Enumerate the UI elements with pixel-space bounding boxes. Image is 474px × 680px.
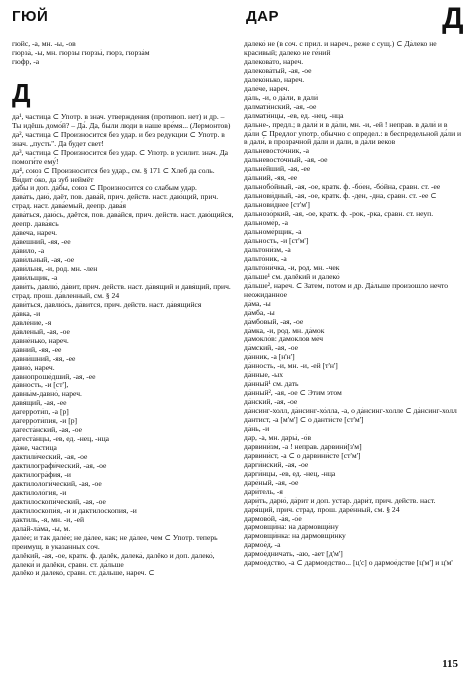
dictionary-entry: дальне-, предл.; в дали́ и в да́ли, мн. -и, -ей ! неправ. в дали́ и в да́ли ⊂ Предлог употр. обычно с определ.: в беспредельной да́ли и в дали́, в прозрачной да́ли и дали, в да́ли веков — [244, 120, 462, 147]
dictionary-entry: дантист, -а [м'м'] ⊂ о данти́сте [ст'м'] — [244, 416, 364, 425]
dictionary-entry: дагерроти́пия, -и [р] — [12, 417, 78, 426]
dictionary-entry: дальноме́р, -а — [244, 219, 288, 228]
dictionary-entry: дактилоло́гия, -и — [12, 488, 67, 497]
dictionary-entry: дармое́дство, -а ⊂ дармоедство... [ц'с] о дармое́дстве [ц'м'] и ц'м' — [244, 559, 453, 568]
dictionary-entry: дамокло́в: дамоклов ме́ч — [244, 335, 324, 344]
dictionary-entry: да́вний, -яя, -ее — [12, 345, 62, 354]
dictionary-entry: дальто́ни́чка, -и, род. мн. -чек — [244, 263, 340, 272]
dictionary-entry: да́веча, нареч. — [12, 229, 58, 238]
dictionary-entry: дармово́й, -а́я, -о́е — [244, 514, 302, 523]
dictionary-entry: далекова́то, нареч. — [244, 57, 304, 66]
dictionary-entry: давле́ние, -я — [12, 318, 52, 327]
dictionary-entry: давя́щий, -ая, -ее — [12, 399, 67, 408]
dictionary-entry: дала́й-ла́ма, -ы, м. — [12, 524, 71, 533]
dictionary-entry: да́нный², -ая, -ое ⊂ Этим этом — [244, 389, 342, 398]
dictionary-entry: да́вка, -и — [12, 309, 41, 318]
dictionary-entry: дальнозо́ркий, -ая, -ое, кратк. ф. -рок, -рка, сравн. ст. неуп. — [244, 210, 434, 219]
dictionary-entry: дальтони́зм, -а — [244, 245, 291, 254]
dictionary-entry: давнопроше́дший, -ая, -ее — [12, 372, 96, 381]
dictionary-entry: да́нсинг-холл, да́нсинг-хо́лла, -а, о да́нсинг-холле ⊂ да́нсинг-холл — [244, 407, 457, 416]
dictionary-entry: дави́ться, давлю́сь, да́вится, прич. действ. наст. да́вящийся — [12, 300, 202, 309]
dictionary-entry: да́бы и доп. да́бы, союз ⊂ Произносится со слабым удар. — [12, 184, 197, 193]
dictionary-entry: дава́ть, даю́, даёт, пов. дава́й, прич. действ. наст. даю́щий, прич. страд. наст. дава́емый, деепр. дава́я — [12, 193, 219, 211]
dictionary-entry: да́вность, -и [ст'], — [12, 381, 69, 390]
dictionary-entry: дальноме́рщик, -а — [244, 228, 302, 237]
dictionary-entry: дармое́д, -а — [244, 541, 281, 550]
dictionary-entry: да́мский, -ая, -ое — [244, 344, 299, 353]
dictionary-entry: дактилологи́ческий, -ая, -ое — [12, 479, 102, 488]
dictionary-entry: дактили́ческий, -ая, -ое — [12, 453, 88, 462]
dictionary-entry: дактилоскопи́я, -и и дактилоскопия, -и — [12, 506, 137, 515]
right-column — [244, 40, 464, 568]
dictionary-entry: да³, частица ⊂ Произносится без удар. ⊂ Употр. в усилит. знач. Да помоги́те ему́! — [12, 148, 229, 166]
dictionary-entry: дави́льня, -и, род. мн. -лен — [12, 265, 98, 274]
dictionary-entry: дармое́дничать, -аю, -ает [д'м'] — [244, 550, 343, 559]
dictionary-entry: дави́льный, -ая, -ое — [12, 256, 75, 265]
dictionary-entry: дарги́нский, -ая, -ое — [244, 460, 309, 469]
dictionary-entry: дари́тель, -я — [244, 487, 283, 496]
dictionary-entry: да¹, частица ⊂ Употр. в знач. утверждения (противоп. нет) и др. – Ты идёшь домо́й? – Да́. Да, были люди в наше вре́мя... (Лермонтов) — [12, 112, 231, 130]
dictionary-entry: да́ль, -и, о да́ли, в дали́ — [244, 93, 319, 102]
dictionary-entry: дари́ть, дарю́, да́рит и доп. устар. дари́т, прич. действ. наст. даря́щий, прич. страд. прош. даре́нный, см. § 24 — [244, 496, 436, 514]
dictionary-entry: давны́м-давно́, нареч. — [12, 390, 82, 399]
dictionary-entry: да́нность, -и, мн. -и, -ей [т'н'] — [244, 362, 338, 371]
dictionary-entry: да⁴, союз ⊂ Произносится без удар., см. § 171 ⊂ Хлеб да соль. Ви́дит о́ко, да зуб неймёт — [12, 166, 215, 184]
dictionary-entry: да́же, частица — [12, 444, 57, 453]
dictionary-entry: дальнобо́йный, -ая, -ое, кратк. ф. -бо́ен, -бо́йна, сравн. ст. -ее — [244, 183, 441, 192]
dictionary-entry: дави́ть, давлю́, да́вит, прич. действ. наст. да́вящий и давя́щий, прич. страд. прош. да́вленный, см. § 24 — [12, 282, 231, 300]
dictionary-entry: далмати́нский, -ая, -ое — [244, 102, 317, 111]
section-letter: Д — [12, 77, 31, 108]
dictionary-entry: дактилоскопи́ческий, -ая, -ое — [12, 497, 106, 506]
left-last-entry: далёко и далеко́, сравн. ст. да́льше, нареч. ⊂ — [12, 569, 155, 578]
dictionary-entry: дагерроти́п, -а [р] — [12, 408, 69, 417]
dictionary-entry: дармовщи́на: на дармовщи́ну — [244, 523, 339, 532]
dictionary-entry: гюрза́, -ы, мн. гюрзы гюрзы́, гюрз, гюрза́м — [12, 48, 150, 57]
right-main-entries — [244, 40, 464, 568]
dictionary-entry: да́нь, -и — [244, 424, 270, 433]
page-number: 115 — [442, 658, 458, 670]
left-main-entries — [12, 113, 234, 570]
dictionary-entry: да́ма, -ы — [244, 299, 271, 308]
dictionary-entry: давно́, нареч. — [12, 363, 55, 372]
dictionary-entry: да́льний, -яя, -ее — [244, 174, 298, 183]
dictionary-entry: дале́е; и так дале́е; не да́лее, как; не да́лее, чем ⊂ Употр. теперь преимущ. в указанных соч. — [12, 533, 218, 551]
dictionary-entry: да́мба, -ы — [244, 308, 275, 317]
dictionary-entry: да́нные, -ых — [244, 371, 284, 380]
running-head-center: ДАР — [246, 8, 280, 25]
dictionary-entry: да́ктиль, -я, мн. -и, -ей — [12, 515, 85, 524]
dictionary-entry: да́мка, -и, род. мн. да́мок — [244, 326, 325, 335]
dictionary-entry: да², частица ⊂ Произносится без удар. и без редукции ⊂ Употр. в знач. „пусть". Да будет свет! — [12, 130, 225, 148]
dictionary-entry: дале́че, нареч. — [244, 84, 290, 93]
dictionary-entry: давне́нько, нареч. — [12, 336, 69, 345]
dictionary-entry: дальневосто́чный, -ая, -ое — [244, 156, 328, 165]
left-top-entries — [12, 40, 234, 67]
dictionary-entry: дава́ться, даю́сь, даётся, пов. дава́йся, прич. действ. наст. даю́щийся, деепр. дава́ясь — [12, 211, 234, 229]
dictionary-entry: дагеста́нский, -ая, -ое — [12, 426, 82, 435]
dictionary-entry: гюфр, -а — [12, 57, 40, 66]
dictionary-entry: дальто́ник, -а — [244, 254, 287, 263]
dictionary-entry: даре́ный, -ая, -ое — [244, 478, 299, 487]
dictionary-entry: да́льше², нареч. ⊂ Затем, потом и др. Да́льше произошло нечто неожиданное — [244, 281, 449, 299]
dictionary-entry: да́льше¹ см. далёкий и далеко́ — [244, 272, 340, 281]
dictionary-entry: дальневосто́чник, -а — [244, 147, 310, 156]
dictionary-entry: дальнови́дный, -ая, -ое, кратк. ф. -ден, -дна, сравн. ст. -ее ⊂ дальнови́днее [ст'м'] — [244, 192, 437, 210]
left-column — [12, 40, 234, 578]
dictionary-entry: да́нский, -ая, -ое — [244, 398, 298, 407]
section-letter-head: Д — [442, 2, 464, 35]
dictionary-entry: далеко́ не (в соч. с прил. и нареч., реже с сущ.) ⊂ Да́леко не красивый; далеко не ге́ний — [244, 40, 437, 57]
dictionary-entry: дарвини́ст, -а ⊂ о дарвини́сте [ст'м'] — [244, 451, 361, 460]
dictionary-entry: далеко́нько, нареч. — [244, 75, 305, 84]
dictionary-entry: далекова́тый, -ая, -ое — [244, 66, 312, 75]
dictionary-entry: дар, -а, мн. дары́, -о́в — [244, 433, 312, 442]
dictionary-entry: дарги́нцы, -ев, ед. -нец, -нца — [244, 469, 336, 478]
dictionary-entry: дарвини́зм, -а ! неправ. дарвини́[з'м] — [244, 442, 362, 451]
dictionary-entry: да́льность, -и [ст'м'] — [244, 236, 309, 245]
dictionary-entry: давни́шний, -яя, -ее — [12, 354, 76, 363]
dictionary-entry: дармовщи́нка: на дармовщи́нку — [244, 532, 346, 541]
dictionary-entry: да́вило, -а — [12, 247, 45, 256]
dictionary-entry: дави́льщик, -а — [12, 274, 58, 283]
dictionary-entry: да́нный¹ см. дать — [244, 380, 299, 389]
dictionary-entry: далёкий, -ая, -ое, кратк. ф. далёк, далека́, далёко и доп. далеко́, далеки́ и далёки, сравн. ст. да́льше — [12, 551, 215, 569]
running-head-left: ГЮЙ — [12, 8, 49, 25]
dictionary-entry: дальне́йший, -ая, -ее — [244, 165, 311, 174]
dictionary-entry: далмати́нцы, -ев, ед. -нец, -нца — [244, 111, 344, 120]
dictionary-entry: да́нник, -а [н'н'] — [244, 353, 295, 362]
dictionary-entry: дактилографи́ческий, -ая, -ое — [12, 462, 107, 471]
dictionary-entry: да́вешний, -яя, -ее — [12, 238, 71, 247]
dictionary-entry: дактилогра́фия, -и — [12, 470, 71, 479]
dictionary-entry: да́вленый, -ая, -ое — [12, 327, 70, 336]
dictionary-entry: да́мбовый, -ая, -ое — [244, 317, 304, 326]
dictionary-entry: дагеста́нцы, -ев, ед. -нец, -нца — [12, 435, 110, 444]
dictionary-entry: гюйс, -а, мн. -ы, -ов — [12, 40, 76, 48]
